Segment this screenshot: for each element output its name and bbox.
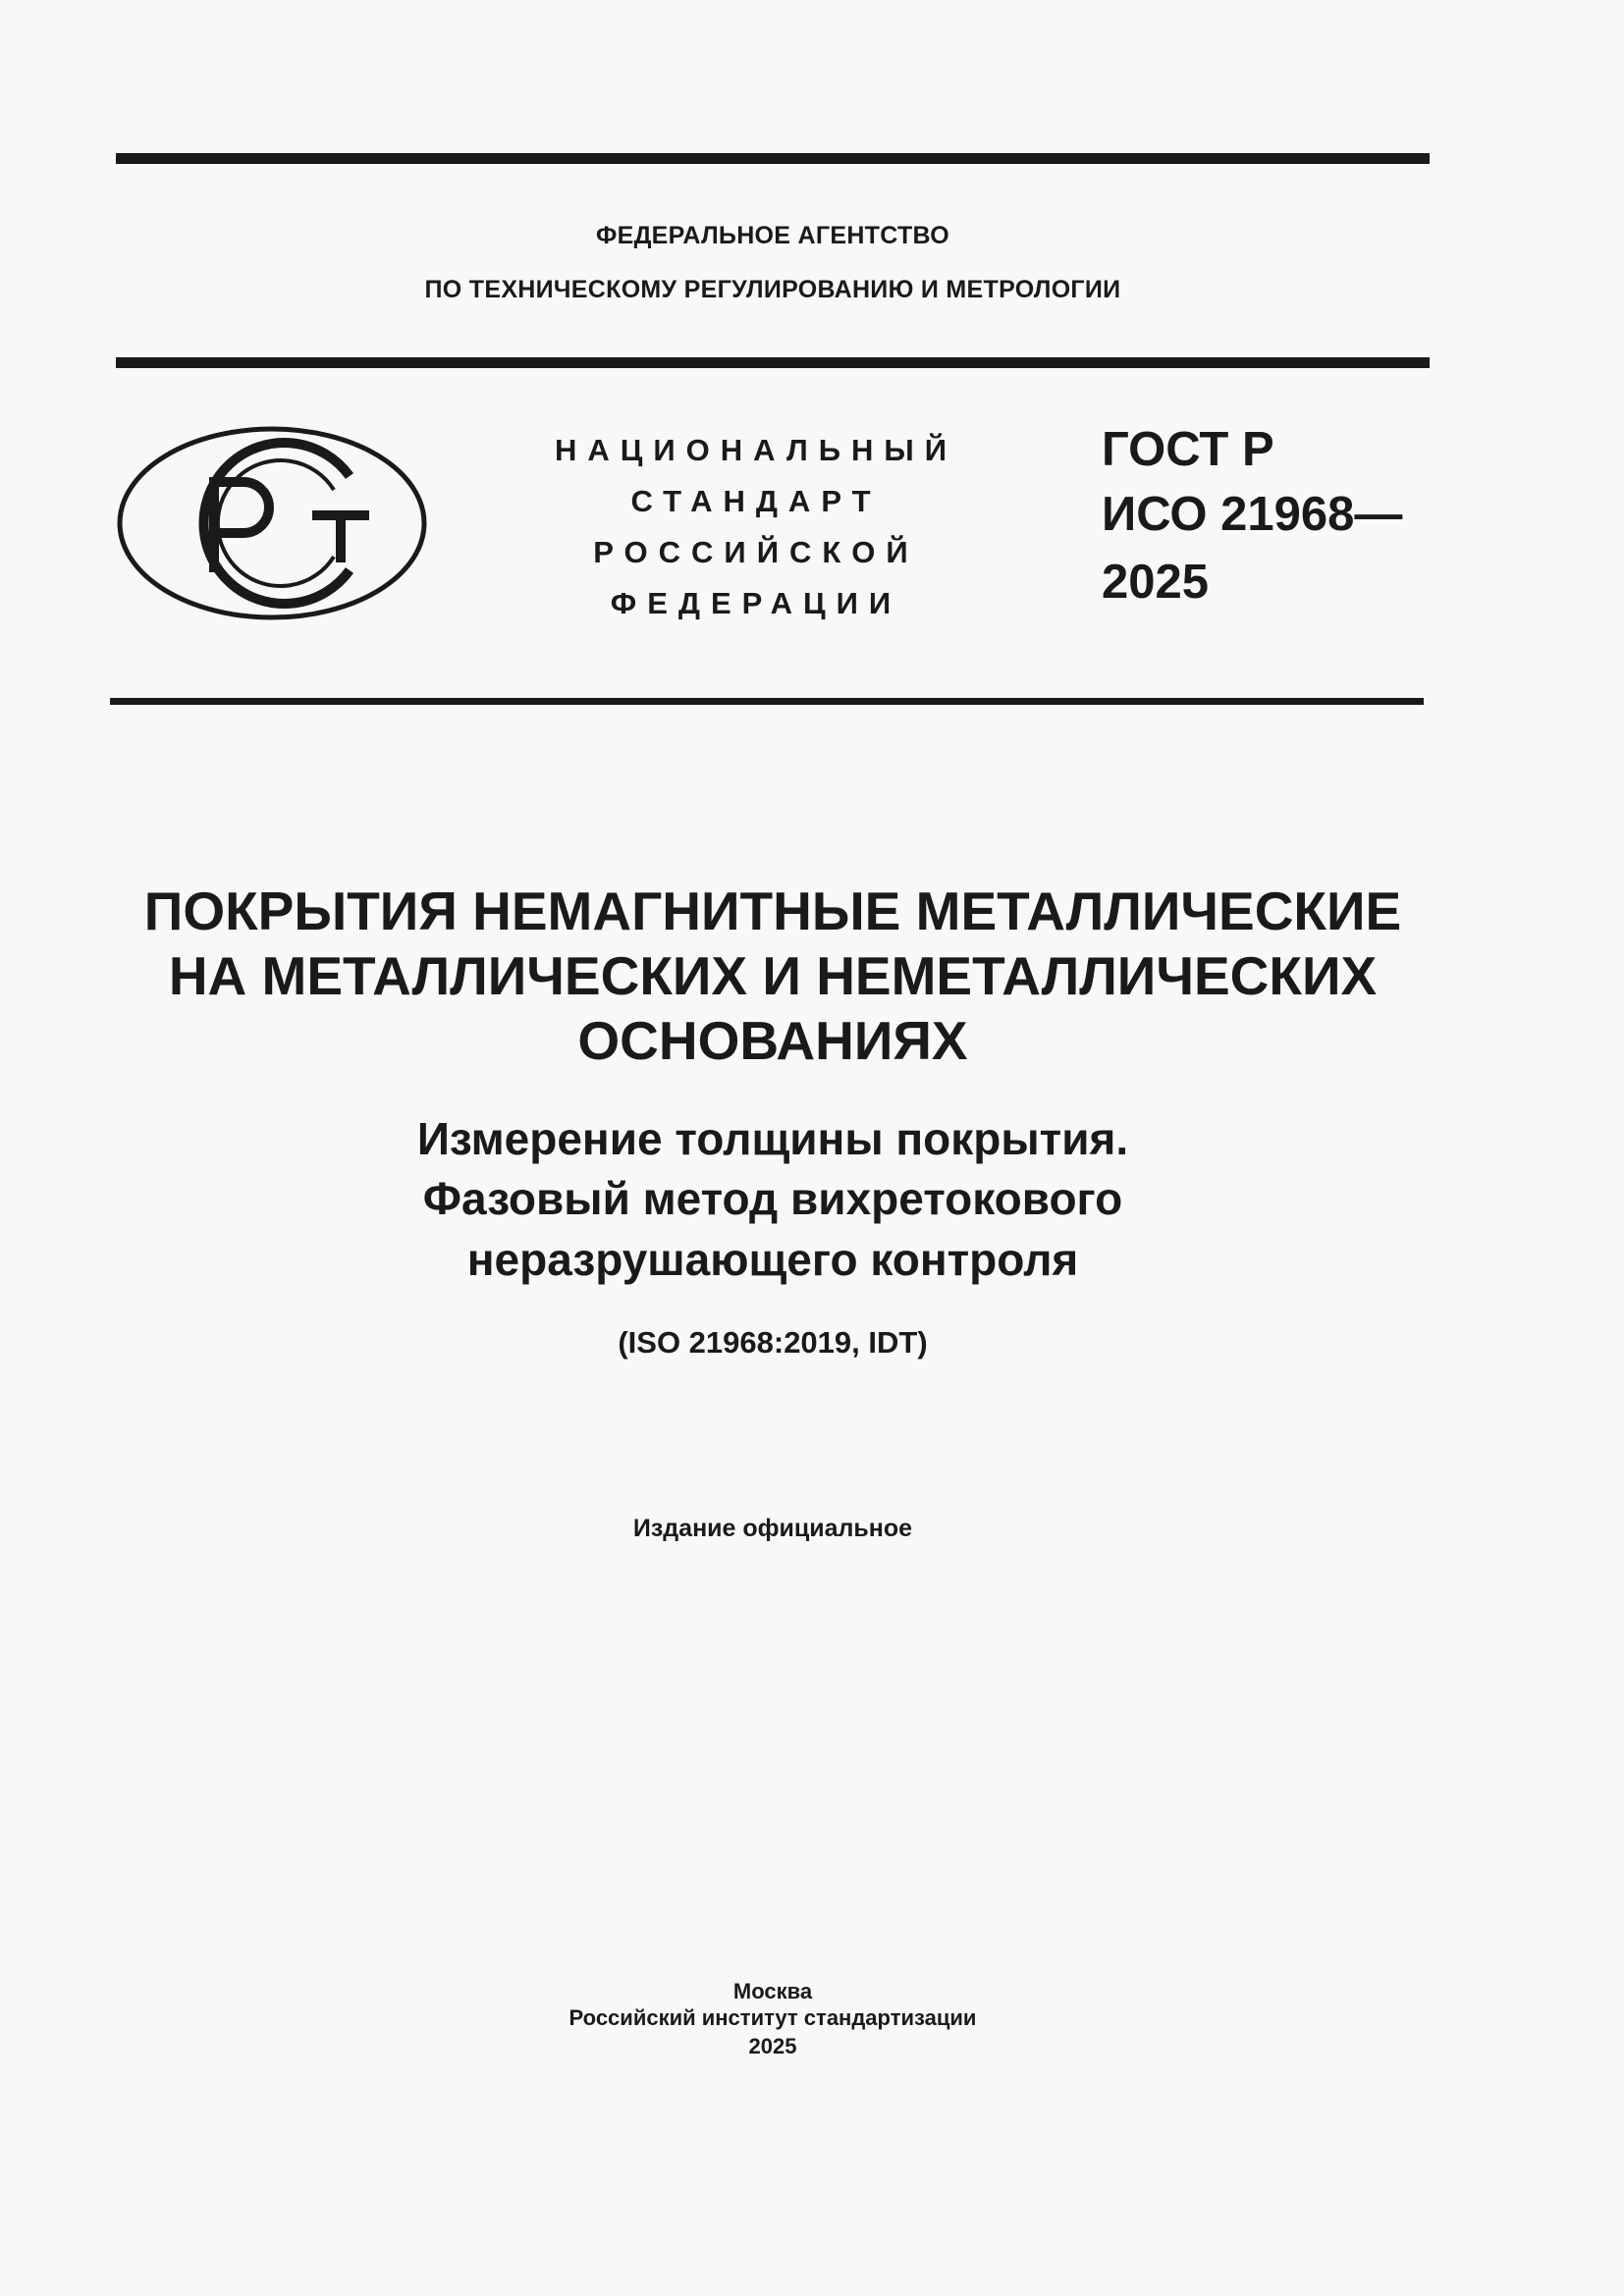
imprint-publisher: Российский институт стандартизации — [568, 2005, 977, 2030]
header-rule — [116, 357, 1430, 368]
national-standard-line-4: ФЕДЕРАЦИИ — [610, 586, 902, 620]
top-rule — [116, 153, 1430, 164]
national-standard-line-2: СТАНДАРТ — [630, 484, 882, 518]
edition-label: Издание официальное — [632, 1515, 913, 1542]
imprint-city: Москва — [732, 1979, 813, 2003]
agency-name-line-2: ПО ТЕХНИЧЕСКОМУ РЕГУЛИРОВАНИЮ И МЕТРОЛОГИИ — [424, 276, 1121, 303]
document-title-line-2: НА МЕТАЛЛИЧЕСКИХ И НЕМЕТАЛЛИЧЕСКИХ — [168, 945, 1378, 1006]
iso-reference: (ISO 21968:2019, IDT) — [618, 1325, 928, 1360]
document-subtitle-line-3: неразрушающего контроля — [466, 1234, 1079, 1285]
national-standard-line-1: НАЦИОНАЛЬНЫЙ — [554, 433, 958, 467]
imprint-year: 2025 — [748, 2034, 797, 2058]
designation-line-3: 2025 — [1102, 556, 1210, 609]
designation-line-2: ИСО 21968— — [1102, 488, 1403, 541]
agency-name-line-1: ФЕДЕРАЛЬНОЕ АГЕНТСТВО — [595, 222, 950, 249]
document-title-line-3: ОСНОВАНИЯХ — [577, 1010, 968, 1071]
document-title-line-1: ПОКРЫТИЯ НЕМАГНИТНЫЕ МЕТАЛЛИЧЕСКИЕ — [143, 881, 1402, 941]
section-rule — [110, 698, 1424, 705]
document-subtitle-line-1: Измерение толщины покрытия. — [416, 1113, 1129, 1164]
rst-conformity-mark-icon — [116, 425, 428, 621]
designation-line-1: ГОСТ Р — [1102, 423, 1274, 476]
document-subtitle-line-2: Фазовый метод вихретокового — [422, 1173, 1123, 1224]
national-standard-line-3: РОССИЙСКОЙ — [593, 535, 919, 569]
